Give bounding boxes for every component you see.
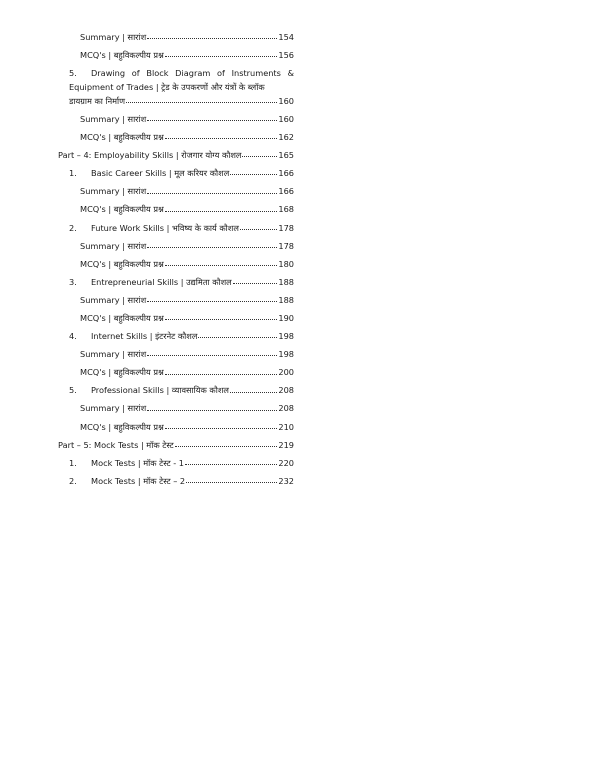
toc-entry-page: 156 [278, 49, 294, 60]
toc-entry-page: 162 [278, 132, 294, 143]
toc-entry-title: Part – 5: Mock Tests | मॉक टेस्ट [58, 439, 174, 450]
toc-entry-title: Professional Skills | व्यावसायिक कौशल [91, 385, 229, 396]
toc-entry[interactable] [58, 30, 294, 41]
toc-entry-title: Summary | सारांश [80, 240, 147, 251]
toc-entry[interactable] [58, 203, 294, 214]
dot-leader [147, 247, 277, 248]
dot-leader [126, 102, 277, 103]
toc-entry-title: Summary | सारांश [80, 31, 147, 42]
toc-entry[interactable] [58, 366, 294, 377]
toc-entry-page: 165 [278, 150, 294, 161]
toc-entry-page: 198 [278, 349, 294, 360]
dot-leader [186, 482, 277, 483]
toc-entry[interactable] [58, 130, 294, 141]
dot-leader [185, 464, 277, 465]
dot-leader [175, 446, 278, 447]
toc-entry-number: 2. [69, 222, 77, 233]
toc-entry-title: MCQ's | बहुविकल्पीय प्रश्न [80, 313, 164, 324]
toc-entry[interactable] [58, 420, 294, 431]
dot-leader [147, 410, 277, 411]
toc-part-heading[interactable] [58, 148, 294, 159]
toc-entry-page: 180 [278, 258, 294, 269]
toc-entry-page: 208 [278, 385, 294, 396]
toc-entry-title: Entrepreneurial Skills | उद्यमिता कौशल [91, 276, 232, 287]
toc-entry-number: 5. [69, 67, 77, 78]
dot-leader [165, 138, 278, 139]
toc-chapter[interactable] [58, 474, 294, 485]
toc-entry[interactable] [58, 112, 294, 123]
table-of-contents [58, 30, 294, 492]
dot-leader [230, 174, 277, 175]
dot-leader [165, 319, 278, 320]
toc-chapter[interactable] [58, 166, 294, 177]
toc-entry-page: 210 [278, 421, 294, 432]
toc-entry-page: 232 [278, 475, 294, 486]
toc-entry-page: 178 [278, 222, 294, 233]
toc-entry-title: Part – 4: Employability Skills | रोजगार योग्य कौशल [58, 150, 242, 161]
toc-entry-title: Internet Skills | इंटरनेट कौशल [91, 331, 198, 342]
dot-leader [230, 392, 277, 393]
toc-entry-title: MCQ's | बहुविकल्पीय प्रश्न [80, 49, 164, 60]
toc-entry-number: 5. [69, 385, 77, 396]
dot-leader [198, 337, 277, 338]
toc-entry-title: Summary | सारांश [80, 186, 147, 197]
toc-entry-page: 160 [278, 113, 294, 124]
toc-part-heading[interactable] [58, 438, 294, 449]
toc-entry-title: MCQ's | बहुविकल्पीय प्रश्न [80, 367, 164, 378]
toc-entry-page: 166 [278, 168, 294, 179]
toc-entry-title: Mock Tests | मॉक टेस्ट - 1 [91, 457, 184, 468]
toc-entry-title: MCQ's | बहुविकल्पीय प्रश्न [80, 204, 164, 215]
toc-entry-page: 220 [278, 457, 294, 468]
toc-entry-page: 208 [278, 403, 294, 414]
toc-entry[interactable] [58, 293, 294, 304]
toc-entry-title: MCQ's | बहुविकल्पीय प्रश्न [80, 258, 164, 269]
toc-entry[interactable] [58, 347, 294, 358]
toc-entry-page: 188 [278, 276, 294, 287]
toc-entry-number: 1. [69, 168, 77, 179]
toc-chapter[interactable] [58, 329, 294, 340]
toc-entry[interactable] [58, 257, 294, 268]
toc-entry-title: Summary | सारांश [80, 403, 147, 414]
dot-leader [165, 374, 278, 375]
toc-chapter[interactable] [58, 221, 294, 232]
toc-entry-page: 200 [278, 367, 294, 378]
toc-entry[interactable] [58, 185, 294, 196]
toc-chapter[interactable] [58, 384, 294, 395]
toc-entry-chapter-5-drawing[interactable] [58, 66, 294, 105]
toc-chapter[interactable] [58, 275, 294, 286]
toc-chapter[interactable] [58, 456, 294, 467]
toc-entry-title: Future Work Skills | भविष्य के कार्य कौशल [91, 222, 239, 233]
toc-entry-number: 1. [69, 457, 77, 468]
toc-entry[interactable] [58, 239, 294, 250]
toc-entry-number: 2. [69, 475, 77, 486]
toc-entry-title: Summary | सारांश [80, 113, 147, 124]
dot-leader [147, 38, 277, 39]
dot-leader [165, 265, 278, 266]
dot-leader [233, 283, 278, 284]
toc-entry[interactable] [58, 402, 294, 413]
dot-leader [240, 229, 277, 230]
toc-entry-number: 4. [69, 331, 77, 342]
toc-entry-title-line1: Drawing of Block Diagram of Instruments & [91, 67, 294, 78]
dot-leader [165, 211, 278, 212]
dot-leader [147, 193, 277, 194]
dot-leader [165, 56, 278, 57]
toc-entry-title: MCQ's | बहुविकल्पीय प्रश्न [80, 421, 164, 432]
toc-entry-title-line3: डायग्राम का निर्माण [69, 95, 126, 106]
toc-entry-page: 154 [278, 31, 294, 42]
toc-entry-page: 168 [278, 204, 294, 215]
toc-entry-title: Basic Career Skills | मूल करियर कौशल [91, 168, 230, 179]
toc-entry-page: 178 [278, 240, 294, 251]
toc-entry-title-line2: Equipment of Trades | ट्रेड के उपकरणों और यंत्रों के ब्लॉक [69, 81, 265, 92]
dot-leader [165, 428, 278, 429]
toc-entry-page: 219 [278, 439, 294, 450]
toc-entry-page: 198 [278, 331, 294, 342]
toc-entry-number: 3. [69, 276, 77, 287]
dot-leader [147, 355, 277, 356]
toc-entry-page: 166 [278, 186, 294, 197]
toc-entry-title: Summary | सारांश [80, 349, 147, 360]
toc-entry-title: Mock Tests | मॉक टेस्ट – 2 [91, 475, 186, 486]
toc-entry-page: 188 [278, 294, 294, 305]
dot-leader [242, 156, 277, 157]
dot-leader [147, 301, 277, 302]
toc-entry[interactable] [58, 48, 294, 59]
dot-leader [147, 120, 277, 121]
toc-entry-title: MCQ's | बहुविकल्पीय प्रश्न [80, 132, 164, 143]
toc-entry-title: Summary | सारांश [80, 294, 147, 305]
toc-entry[interactable] [58, 311, 294, 322]
toc-entry-page: 160 [278, 95, 294, 106]
toc-entry-page: 190 [278, 313, 294, 324]
